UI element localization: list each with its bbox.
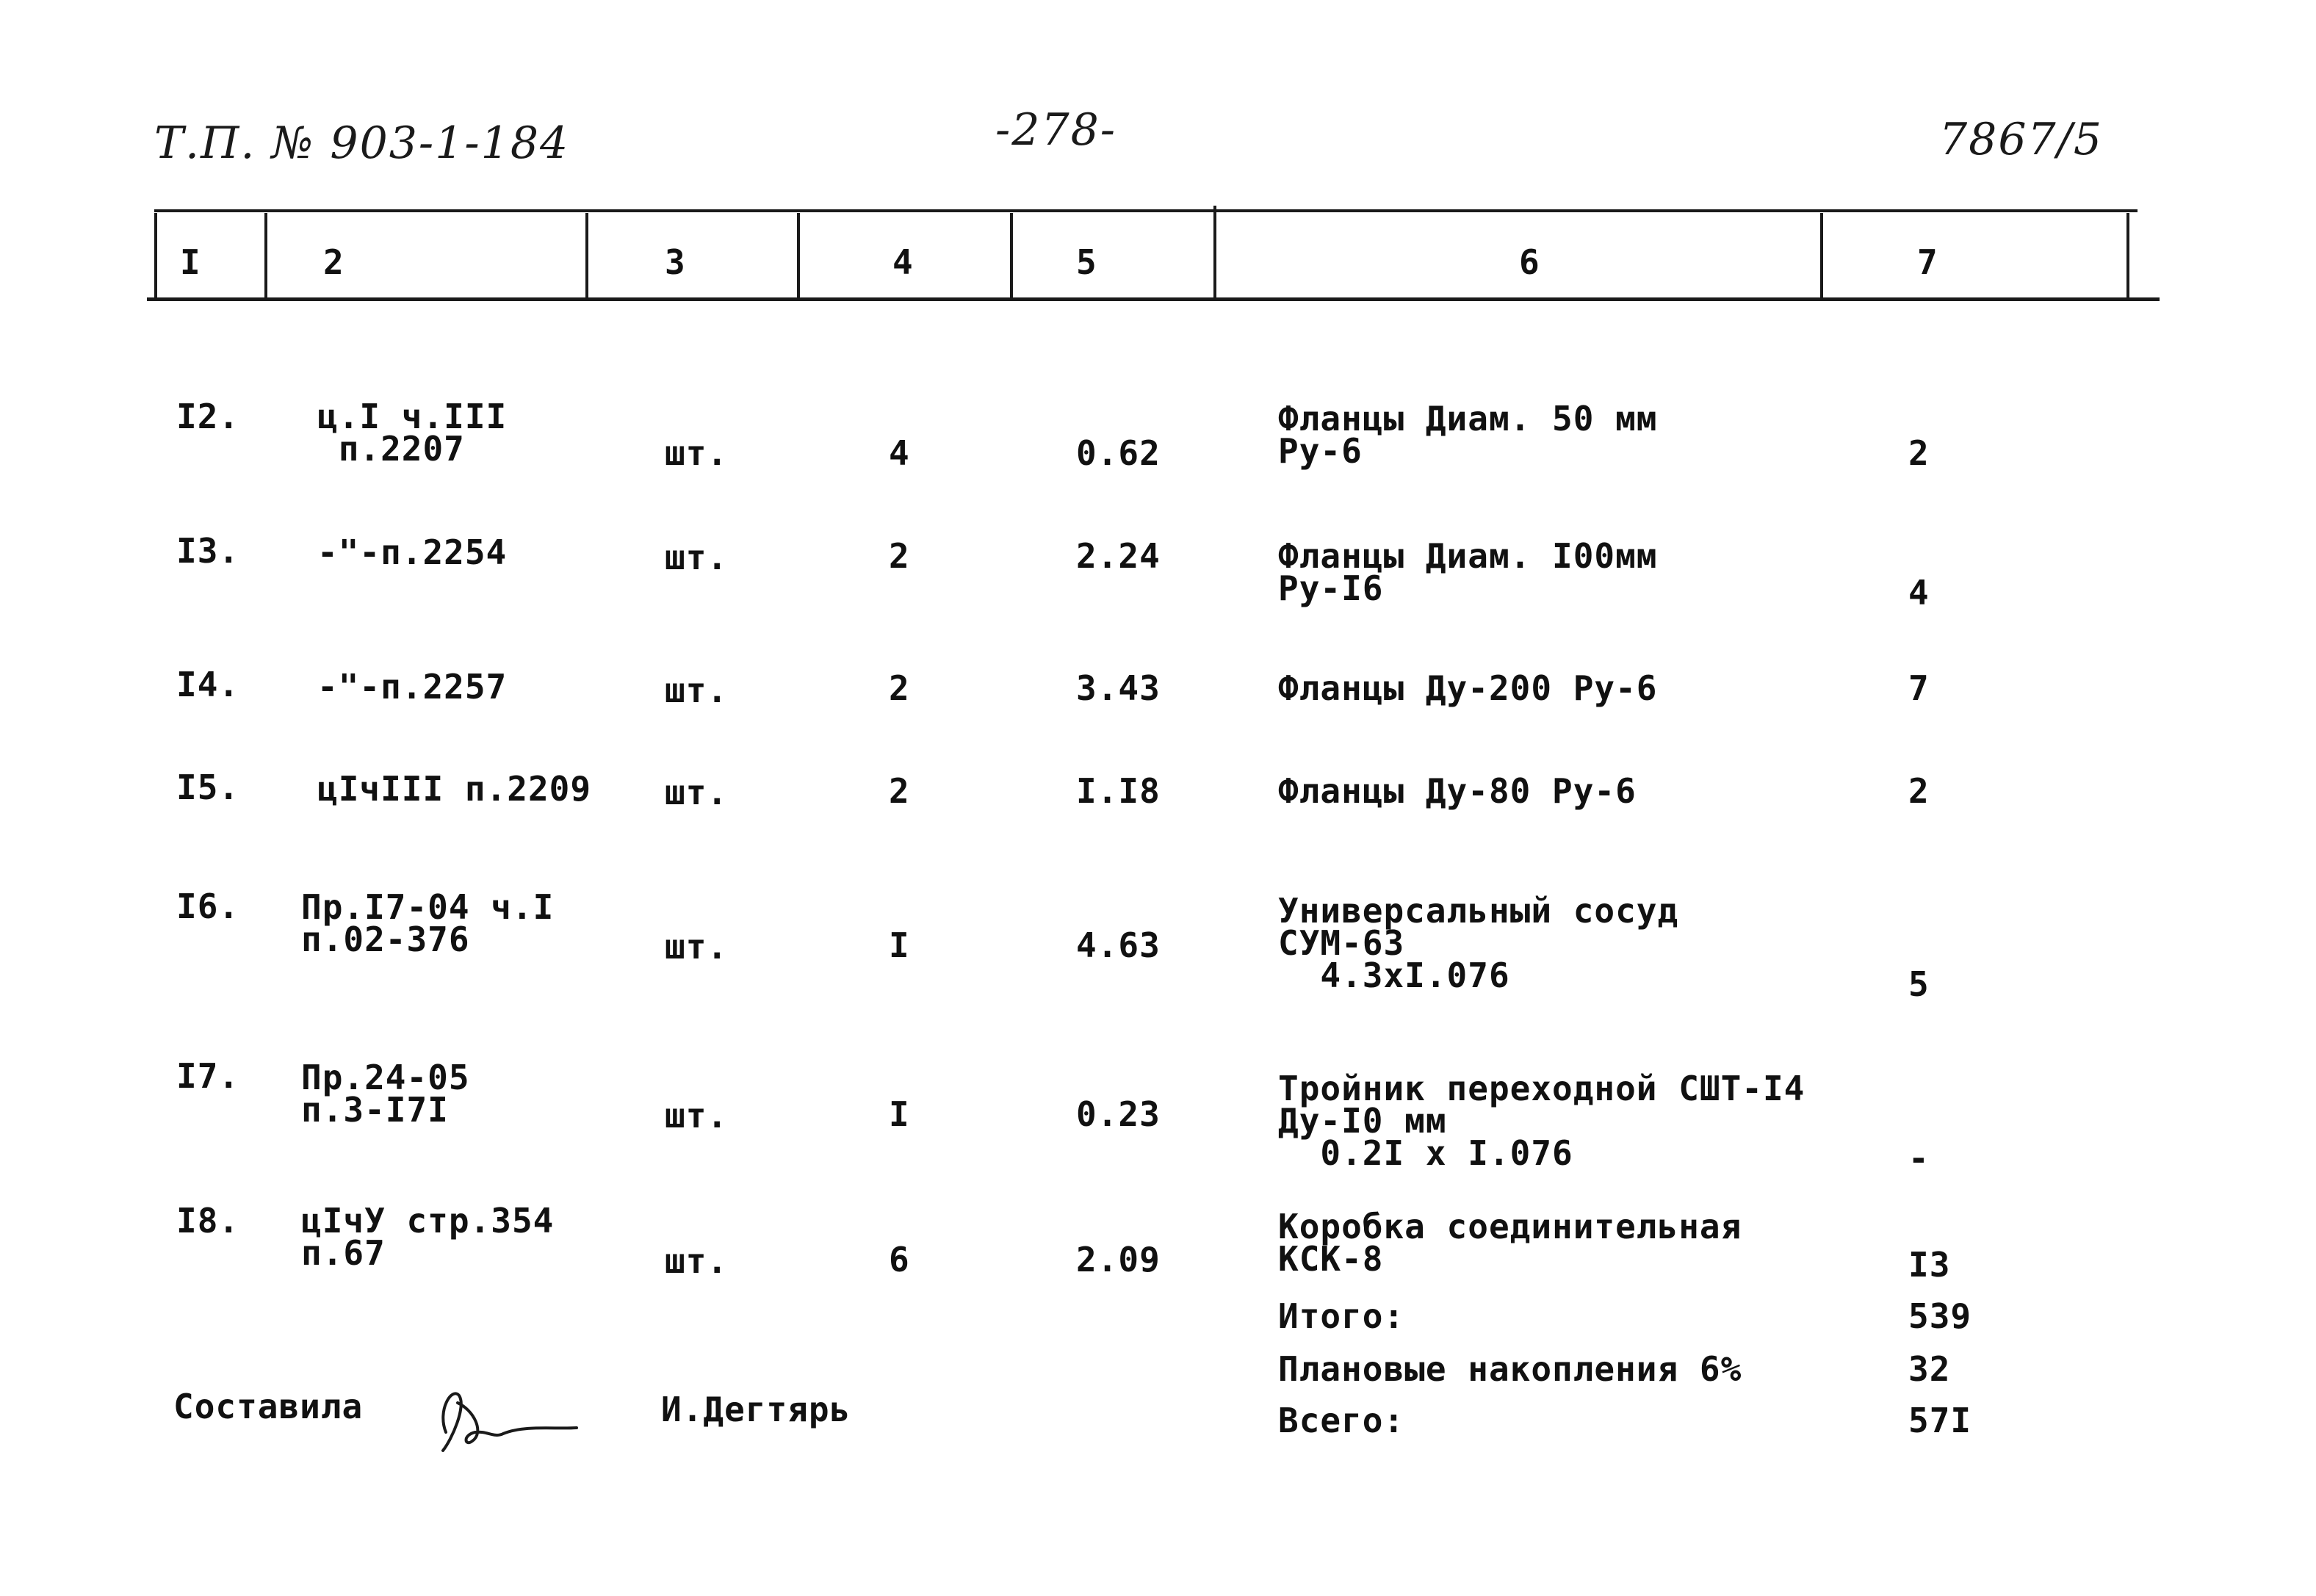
column-header-6: 6 xyxy=(1519,242,1540,282)
row-name: Фланцы Диам. I00мм Ру-I6 xyxy=(1278,536,1658,608)
row-number: I2. xyxy=(176,397,240,436)
grand-total-label: Всего: xyxy=(1278,1401,1405,1440)
row-unit: шт. xyxy=(665,671,729,710)
page-number: -278- xyxy=(995,104,1117,156)
row-price: 4.63 xyxy=(1076,925,1161,965)
row-number: I8. xyxy=(176,1201,240,1241)
row-reference: Пр.I7-04 ч.I п.02-376 xyxy=(301,887,555,959)
row-reference: -"-п.2257 xyxy=(317,667,508,707)
row-quantity: 4 xyxy=(889,433,910,473)
column-header-5: 5 xyxy=(1076,242,1097,282)
header-bottom-rule xyxy=(147,297,2160,301)
row-reference: Пр.24-05 п.3-I7I xyxy=(301,1058,470,1130)
column-divider xyxy=(264,213,267,297)
document-code: Т.П. № 903-1-184 xyxy=(154,118,570,169)
subtotal-label: Итого: xyxy=(1278,1296,1405,1336)
subtotal-value: 539 xyxy=(1908,1296,1972,1336)
row-number: I7. xyxy=(176,1056,240,1096)
row-quantity: 6 xyxy=(889,1240,910,1279)
row-name: Тройник переходной СШТ-I4 Ду-I0 мм 0.2I х I.076 xyxy=(1278,1069,1805,1173)
row-reference: ц.I ч.III п.2207 xyxy=(317,397,508,469)
overhead-label: Плановые накопления 6% xyxy=(1278,1349,1742,1389)
row-name: Фланцы Диам. 50 мм Ру-6 xyxy=(1278,399,1658,471)
row-price: 0.23 xyxy=(1076,1094,1161,1134)
header-top-rule xyxy=(154,209,2138,212)
grand-total-value: 57I xyxy=(1908,1401,1972,1440)
column-divider xyxy=(2126,213,2129,297)
row-quantity: 2 xyxy=(889,536,910,576)
row-number: I4. xyxy=(176,665,240,704)
row-reference: -"-п.2254 xyxy=(317,532,508,572)
row-total: I3 xyxy=(1908,1245,1951,1285)
row-number: I6. xyxy=(176,887,240,926)
row-quantity: I xyxy=(889,925,910,965)
row-price: 2.09 xyxy=(1076,1240,1161,1279)
column-header-3: 3 xyxy=(665,242,685,282)
row-reference: цIчУ стр.354 п.67 xyxy=(301,1201,555,1273)
row-total: - xyxy=(1908,1138,1930,1178)
row-unit: шт. xyxy=(665,433,729,473)
row-price: I.I8 xyxy=(1076,771,1161,811)
column-header-1: I xyxy=(180,242,201,282)
compiler-name: И.Дегтярь xyxy=(661,1390,851,1429)
column-header-4: 4 xyxy=(892,242,913,282)
row-total: 7 xyxy=(1908,668,1930,708)
sheet-code: 7867/5 xyxy=(1939,114,2104,165)
row-price: 2.24 xyxy=(1076,536,1161,576)
row-unit: шт. xyxy=(665,1241,729,1281)
overhead-value: 32 xyxy=(1908,1349,1951,1389)
column-divider xyxy=(1010,213,1013,297)
row-name: Коробка соединительная КСК-8 xyxy=(1278,1207,1742,1279)
row-name: Фланцы Ду-80 Ру-6 xyxy=(1278,771,1637,811)
row-quantity: I xyxy=(889,1094,910,1134)
row-price: 0.62 xyxy=(1076,433,1161,473)
column-divider xyxy=(1820,213,1823,297)
row-number: I3. xyxy=(176,531,240,571)
row-price: 3.43 xyxy=(1076,668,1161,708)
row-quantity: 2 xyxy=(889,771,910,811)
column-divider xyxy=(797,213,800,297)
compiled-by-label: Составила xyxy=(173,1387,364,1426)
column-divider xyxy=(585,213,588,297)
row-number: I5. xyxy=(176,768,240,807)
row-unit: шт. xyxy=(665,538,729,577)
row-name: Универсальный сосуд СУМ-63 4.3хI.076 xyxy=(1278,891,1679,995)
row-total: 2 xyxy=(1908,771,1930,811)
row-name: Фланцы Ду-200 Ру-6 xyxy=(1278,668,1658,708)
row-total: 5 xyxy=(1908,964,1930,1004)
column-header-7: 7 xyxy=(1917,242,1938,282)
row-unit: шт. xyxy=(665,773,729,812)
column-header-2: 2 xyxy=(323,242,344,282)
signature xyxy=(430,1381,591,1462)
column-divider xyxy=(154,213,157,297)
row-quantity: 2 xyxy=(889,668,910,708)
row-unit: шт. xyxy=(665,1096,729,1135)
column-divider xyxy=(1213,206,1216,297)
row-total: 2 xyxy=(1908,433,1930,473)
row-unit: шт. xyxy=(665,927,729,967)
row-total: 4 xyxy=(1908,573,1930,613)
row-reference: цIчIII п.2209 xyxy=(317,769,592,809)
